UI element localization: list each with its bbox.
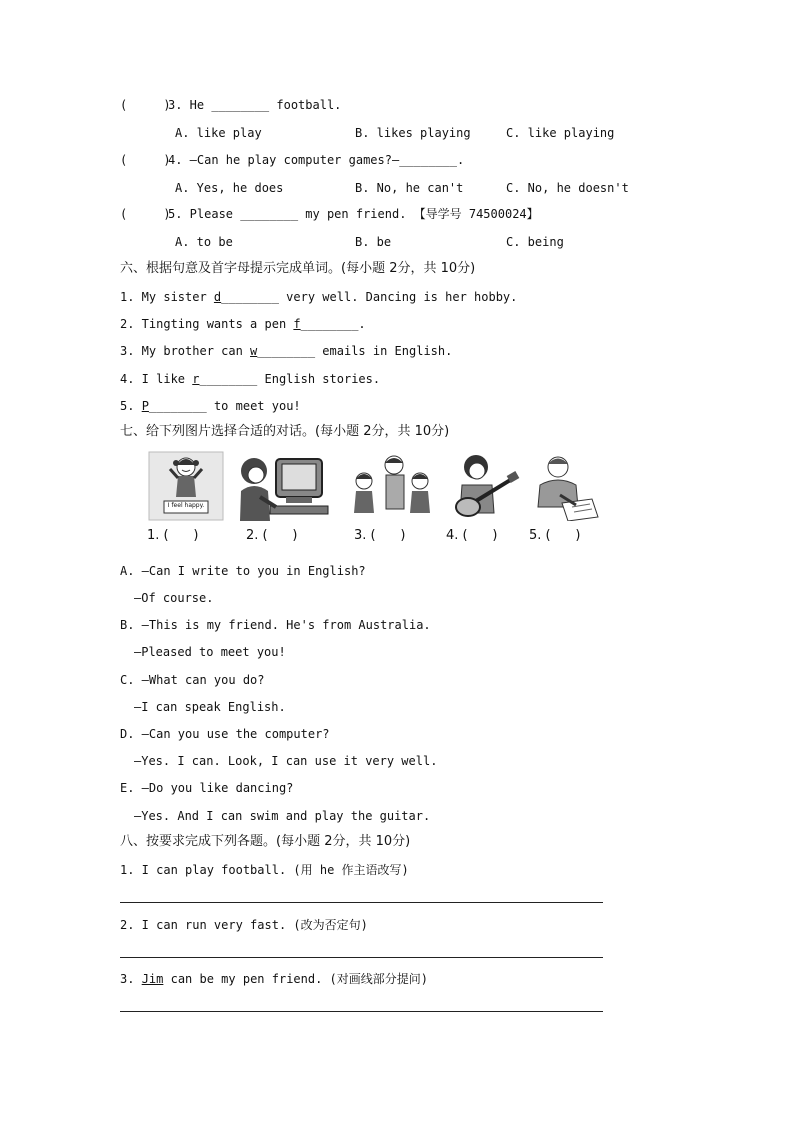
q4-stem: 4. —Can he play computer games?—________. xyxy=(168,153,465,167)
dialogue-a-line1: A. —Can I write to you in English? xyxy=(120,564,366,578)
s6-item-1: 1. My sister d________ very well. Dancing is her hobby. xyxy=(120,290,518,304)
picture-computer-kid xyxy=(236,451,332,521)
picture-writing-man xyxy=(532,451,604,521)
picture-friends-meeting xyxy=(346,451,438,521)
section6-title: 六、根据句意及首字母提示完成单词。(每小题 2分，共 10分) xyxy=(120,261,476,276)
s8-question-1: 1. I can play football. (用 he 作主语改写) xyxy=(120,863,409,877)
picture-label-2: 2. ( ) xyxy=(246,528,298,543)
q4-bracket: ( ) xyxy=(120,153,171,167)
section7-title: 七、给下列图片选择合适的对话。(每小题 2分，共 10分) xyxy=(120,424,450,439)
picture-label-3: 3. ( ) xyxy=(354,528,406,543)
answer-line-1[interactable] xyxy=(120,902,603,903)
picture-guitar-boy xyxy=(450,451,522,521)
dialogue-e-line1: E. —Do you like dancing? xyxy=(120,781,294,795)
s6-item-3: 3. My brother can w________ emails in English. xyxy=(120,344,453,358)
section8-title: 八、按要求完成下列各题。(每小题 2分，共 10分) xyxy=(120,834,411,849)
dialogue-a-line2: —Of course. xyxy=(134,591,214,605)
answer-line-2[interactable] xyxy=(120,957,603,958)
picture-sign-text: I feel happy. xyxy=(167,502,205,509)
picture-label-1: 1. ( ) xyxy=(147,528,199,543)
dialogue-b-line1: B. —This is my friend. He's from Australia. xyxy=(120,618,431,632)
s8-question-3: 3. Jim can be my pen friend. (对画线部分提问) xyxy=(120,972,428,986)
dialogue-c-line2: —I can speak English. xyxy=(134,700,286,714)
q3-stem: 3. He ________ football. xyxy=(168,98,342,112)
q5-option-c: C. being xyxy=(506,235,564,249)
dialogue-b-line2: —Pleased to meet you! xyxy=(134,645,286,659)
q5-option-a: A. to be xyxy=(175,235,233,249)
q5-stem: 5. Please ________ my pen friend. 【导学号 74500024】 xyxy=(168,207,539,221)
dialogue-d-line1: D. —Can you use the computer? xyxy=(120,727,330,741)
s6-item-2: 2. Tingting wants a pen f________. xyxy=(120,317,366,331)
s8-question-2: 2. I can run very fast. (改为否定句) xyxy=(120,918,368,932)
s6-item-5: 5. P________ to meet you! xyxy=(120,399,301,413)
q4-option-c: C. No, he doesn't xyxy=(506,181,629,195)
q3-bracket: ( ) xyxy=(120,98,171,112)
q3-option-b: B. likes playing xyxy=(355,126,471,140)
dialogue-c-line1: C. —What can you do? xyxy=(120,673,265,687)
q4-option-b: B. No, he can't xyxy=(355,181,464,195)
picture-label-4: 4. ( ) xyxy=(446,528,498,543)
dialogue-e-line2: —Yes. And I can swim and play the guitar. xyxy=(134,809,431,823)
q5-option-b: B. be xyxy=(355,235,392,249)
q3-option-a: A. like play xyxy=(175,126,262,140)
picture-girl-happy xyxy=(148,451,224,521)
s6-item-4: 4. I like r________ English stories. xyxy=(120,372,381,386)
dialogue-d-line2: —Yes. I can. Look, I can use it very well. xyxy=(134,754,438,768)
q3-option-c: C. like playing xyxy=(506,126,615,140)
q5-bracket: ( ) xyxy=(120,207,171,221)
answer-line-3[interactable] xyxy=(120,1011,603,1012)
q4-option-a: A. Yes, he does xyxy=(175,181,284,195)
picture-label-5: 5. ( ) xyxy=(529,528,581,543)
